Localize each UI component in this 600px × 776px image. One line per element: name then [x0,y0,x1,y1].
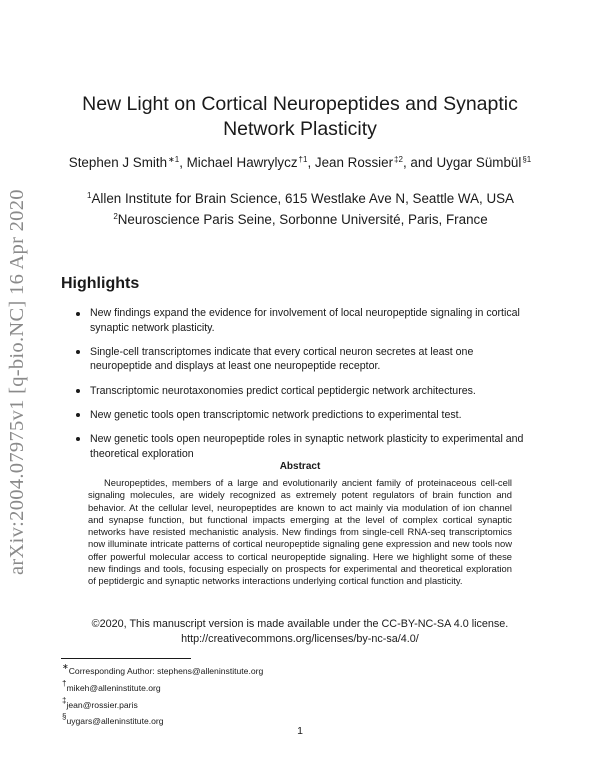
affiliation-1 [0,187,600,208]
page-number: 1 [297,725,303,737]
footnote-item [61,661,263,678]
affiliations [0,187,600,229]
footnote-mark: ∗ [62,662,69,671]
highlights-heading: Highlights [61,275,140,292]
affiliation-mark: 1 [87,191,92,200]
footnote-mark: ‡ [62,695,67,705]
author-mark: ∗1 [168,155,180,164]
footnote-item [61,678,263,695]
footnote-mark: † [62,678,67,688]
author-mark: ‡2 [394,155,403,164]
affiliation-text: Neuroscience Paris Seine, Sorbonne Université, Paris, France [117,212,488,227]
footnote-text: uygars@alleninstitute.org [66,716,164,727]
author-name: Michael Hawrylycz [186,155,298,170]
abstract-heading: Abstract [279,461,321,472]
highlight-item: Single-cell transcriptomes indicate that every cortical neuron secretes at least one neuropeptide and displays at least one neuropeptide receptor. [80,345,535,374]
license-statement: ©2020, This manuscript version is made available under the CC-BY-NC-SA 4.0 license. [91,618,509,630]
author-name: Stephen J Smith [68,155,168,170]
arxiv-stamp: arXiv:2004.07975v1 [q-bio.NC] 16 Apr 2020 [6,189,28,575]
author-separator: , [179,155,187,170]
author-name: Uygar Sümbül [436,155,522,170]
author-list [0,155,600,170]
footnote-text: mikeh@alleninstitute.org [66,682,161,693]
title-line-1: New Light on Cortical Neuropeptides and Synaptic [82,93,518,115]
author-name: Jean Rossier [314,155,394,170]
author-separator: , and [402,155,437,170]
affiliation-mark: 2 [113,212,118,221]
paper-title [0,92,600,142]
author-mark: §1 [522,155,532,164]
title-line-2: Network Plasticity [223,118,377,140]
license-notice [0,617,600,646]
affiliation-2 [0,208,600,229]
footnote-divider [61,658,191,659]
footnote-text: Corresponding Author: stephens@alleninstitute.org [68,666,264,676]
footnote-mark: § [62,712,67,722]
author-separator: , [307,155,315,170]
footnote-text: jean@rossier.paris [66,699,138,710]
author-mark: †1 [298,155,308,164]
highlight-item: New findings expand the evidence for involvement of local neuropeptide signaling in cortical synaptic network plasticity. [80,306,535,335]
footnotes [61,661,263,728]
highlight-item: New genetic tools open neuropeptide roles in synaptic network plasticity to experimental and theoretical exploration [80,432,535,461]
footnote-item [61,695,263,712]
license-url[interactable]: http://creativecommons.org/licenses/by-nc-sa/4.0/ [181,632,419,645]
highlight-item: New genetic tools open transcriptomic network predictions to experimental test. [80,408,535,423]
abstract-text: Neuropeptides, members of a large and evolutionarily ancient family of proteinaceous cell-cell signaling molecules, are widely recognized as extremely potent regulators of brain function and behavior. At the cellular level, neuropeptides are known to act mainly via modulation of ion channel and synapse function, but functional impacts emerging at the level of complex cortical synaptic networks have resisted mechanistic analysis. New findings from single-cell RNA-seq transcriptomics now illuminate intricate patterns of cortical neuropeptide signaling gene expression and new tools now offer powerful molecular access to cortical neuropeptide signaling. Here we highlight some of these new findings and tools, focusing especially on prospects for experimental and theoretical exploration of peptidergic and synaptic networks interactions underlying cortical function and plasticity. [88,477,512,587]
affiliation-text: Allen Institute for Brain Science, 615 Westlake Ave N, Seattle WA, USA [91,191,514,206]
highlights-list [80,306,535,471]
highlight-item: Transcriptomic neurotaxonomies predict cortical peptidergic network architectures. [80,384,535,399]
